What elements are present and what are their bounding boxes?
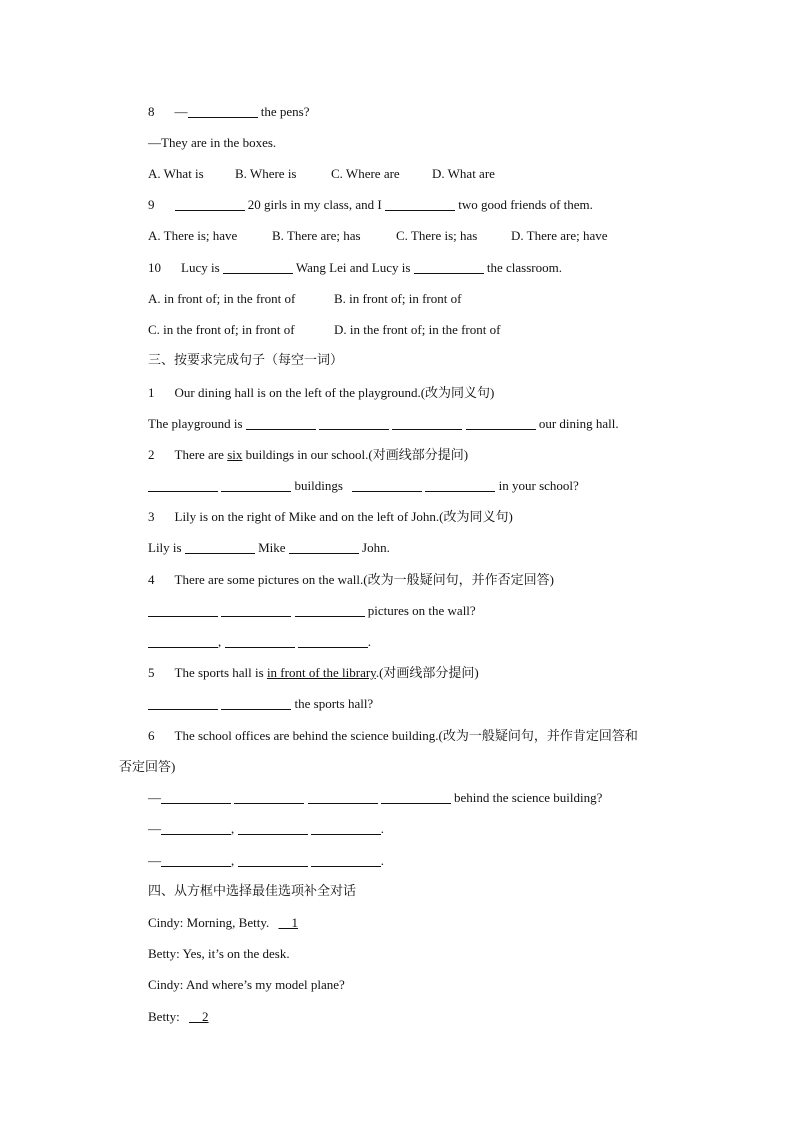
- blank[interactable]: [221, 697, 291, 710]
- q10-option-b: B. in front of; in front of: [334, 291, 462, 306]
- s3-item5: [148, 665, 479, 681]
- q8-option-d: D. What are: [432, 166, 495, 181]
- s3-item2-answer: [148, 478, 579, 494]
- q10-line: [148, 260, 562, 276]
- blank[interactable]: [298, 635, 368, 648]
- blank[interactable]: [221, 479, 291, 492]
- s3-item2-answer-tail: in your school?: [498, 478, 579, 493]
- dash: —: [148, 821, 161, 836]
- s3-item4-reply: [148, 634, 371, 650]
- q8-answer: —They are in the boxes.: [148, 135, 277, 150]
- blank-number: 1: [291, 915, 298, 930]
- dialogue-line-2: [148, 946, 290, 962]
- speaker: Betty:: [148, 946, 180, 961]
- q8-text: the pens?: [260, 104, 310, 119]
- blank[interactable]: [466, 417, 536, 430]
- s3-item2-pre: There are: [174, 447, 224, 462]
- blank[interactable]: [238, 854, 308, 867]
- s3-item3-answer-tail: John.: [362, 540, 390, 555]
- s3-item2-post: buildings in our school.(对画线部分提问): [245, 447, 469, 462]
- s3-item4-text: There are some pictures on the wall.(改为一般疑问句，并作否定回答): [174, 572, 554, 587]
- blank[interactable]: [311, 822, 381, 835]
- s3-item4-answer: [148, 603, 476, 619]
- dialogue-line-1: [148, 915, 298, 931]
- dialogue-blank[interactable]: [189, 1009, 209, 1024]
- comma: ,: [231, 821, 235, 836]
- dialogue-text: Yes, it’s on the desk.: [182, 946, 290, 961]
- q8-option-b: B. Where is: [235, 166, 297, 181]
- s3-item4: [148, 572, 554, 588]
- blank-number: 2: [202, 1009, 209, 1024]
- section3-title: 三、按要求完成句子（每空一词）: [148, 353, 344, 368]
- s3-item1-answer: [148, 416, 619, 432]
- s3-item5-number: 5: [148, 665, 155, 680]
- speaker: Cindy:: [148, 915, 184, 930]
- s3-item2-answer-mid: buildings: [294, 478, 343, 493]
- blank[interactable]: [289, 541, 359, 554]
- blank[interactable]: [308, 791, 378, 804]
- s3-item3-number: 3: [148, 509, 155, 524]
- period: .: [380, 821, 384, 836]
- blank[interactable]: [238, 822, 308, 835]
- blank[interactable]: [381, 791, 451, 804]
- q9-option-b: B. There are; has: [272, 228, 361, 243]
- s3-item2-underlined: six: [227, 447, 243, 462]
- s3-item1-number: 1: [148, 385, 155, 400]
- speaker: Cindy:: [148, 977, 184, 992]
- blank[interactable]: [148, 604, 218, 617]
- s3-item1-text: Our dining hall is on the left of the playground.(改为同义句): [174, 385, 495, 400]
- s3-item6-reply-no: [148, 853, 384, 869]
- s3-item5-answer: [148, 696, 373, 712]
- dialogue-text: Morning, Betty.: [186, 915, 270, 930]
- period: .: [380, 853, 384, 868]
- q9-option-c: C. There is; has: [396, 228, 478, 243]
- blank[interactable]: [295, 604, 365, 617]
- q10-option-d: D. in the front of; in the front of: [334, 322, 501, 337]
- q8-number: 8: [148, 104, 155, 119]
- dialogue-line-4: [148, 1009, 209, 1025]
- blank[interactable]: [414, 261, 484, 274]
- blank[interactable]: [392, 417, 462, 430]
- s3-item3-answer-lead: Lily is: [148, 540, 182, 555]
- q10-option-c: C. in the front of; in front of: [148, 322, 295, 337]
- q9-text-2: two good friends of them.: [458, 197, 593, 212]
- s3-item3: [148, 509, 513, 525]
- blank[interactable]: [425, 479, 495, 492]
- s3-item4-answer-tail: pictures on the wall?: [367, 603, 476, 618]
- s3-item2-number: 2: [148, 447, 155, 462]
- dash: —: [148, 790, 161, 805]
- q10-option-a: A. in front of; in the front of: [148, 291, 296, 306]
- s3-item6-answer-tail: behind the science building?: [454, 790, 603, 805]
- blank[interactable]: [161, 791, 231, 804]
- blank[interactable]: [225, 635, 295, 648]
- s3-item6-text-1: The school offices are behind the science building.(改为一般疑问句，并作肯定回答和: [174, 728, 638, 743]
- blank[interactable]: [185, 541, 255, 554]
- comma: ,: [218, 634, 222, 649]
- q8-option-a: A. What is: [148, 166, 204, 181]
- s3-item6-reply-yes: [148, 821, 384, 837]
- blank[interactable]: [161, 822, 231, 835]
- s3-item6-answer: [148, 790, 602, 806]
- blank[interactable]: [352, 479, 422, 492]
- blank[interactable]: [175, 198, 245, 211]
- q10-text-2: Wang Lei and Lucy is: [295, 260, 411, 275]
- s3-item5-answer-tail: the sports hall?: [294, 696, 374, 711]
- period: .: [367, 634, 371, 649]
- section4-title: 四、从方框中选择最佳选项补全对话: [148, 884, 357, 899]
- q10-number: 10: [148, 260, 161, 275]
- s3-item4-number: 4: [148, 572, 155, 587]
- s3-item5-underlined: in front of the library: [266, 665, 376, 680]
- s3-item6: [148, 728, 638, 744]
- blank[interactable]: [223, 261, 293, 274]
- q8-dash: —: [174, 104, 188, 119]
- blank[interactable]: [161, 854, 231, 867]
- q9-option-a: A. There is; have: [148, 228, 238, 243]
- q9-option-d: D. There are; have: [511, 228, 608, 243]
- blank[interactable]: [148, 479, 218, 492]
- q8-option-c: C. Where are: [331, 166, 400, 181]
- s3-item3-answer-mid: Mike: [258, 540, 286, 555]
- s3-item1-answer-lead: The playground is: [148, 416, 243, 431]
- s3-item5-pre: The sports hall is: [174, 665, 264, 680]
- blank[interactable]: [188, 105, 258, 118]
- blank[interactable]: [385, 198, 455, 211]
- comma: ,: [231, 853, 235, 868]
- blank[interactable]: [319, 417, 389, 430]
- dialogue-blank[interactable]: [278, 915, 298, 930]
- speaker: Betty:: [148, 1009, 180, 1024]
- dialogue-line-3: [148, 977, 345, 993]
- blank[interactable]: [148, 635, 218, 648]
- blank[interactable]: [148, 697, 218, 710]
- blank[interactable]: [311, 854, 381, 867]
- blank[interactable]: [221, 604, 291, 617]
- dialogue-text: And where’s my model plane?: [185, 977, 345, 992]
- q10-text-3: the classroom.: [486, 260, 562, 275]
- s3-item5-post: .(对画线部分提问): [375, 665, 479, 680]
- dash: —: [148, 853, 161, 868]
- s3-item2: [148, 447, 468, 463]
- s3-item3-answer: [148, 540, 390, 556]
- blank[interactable]: [234, 791, 304, 804]
- blank[interactable]: [246, 417, 316, 430]
- q9-text-1: 20 girls in my class, and I: [247, 197, 382, 212]
- q8-line: [148, 104, 309, 120]
- s3-item3-text: Lily is on the right of Mike and on the left of John.(改为同义句): [174, 509, 513, 524]
- q9-number: 9: [148, 197, 155, 212]
- s3-item6-text-2: 否定回答): [119, 759, 176, 774]
- q9-line: [148, 197, 593, 213]
- q10-text-1: Lucy is: [181, 260, 220, 275]
- s3-item6-number: 6: [148, 728, 155, 743]
- s3-item1: [148, 385, 494, 401]
- s3-item1-answer-tail: our dining hall.: [538, 416, 619, 431]
